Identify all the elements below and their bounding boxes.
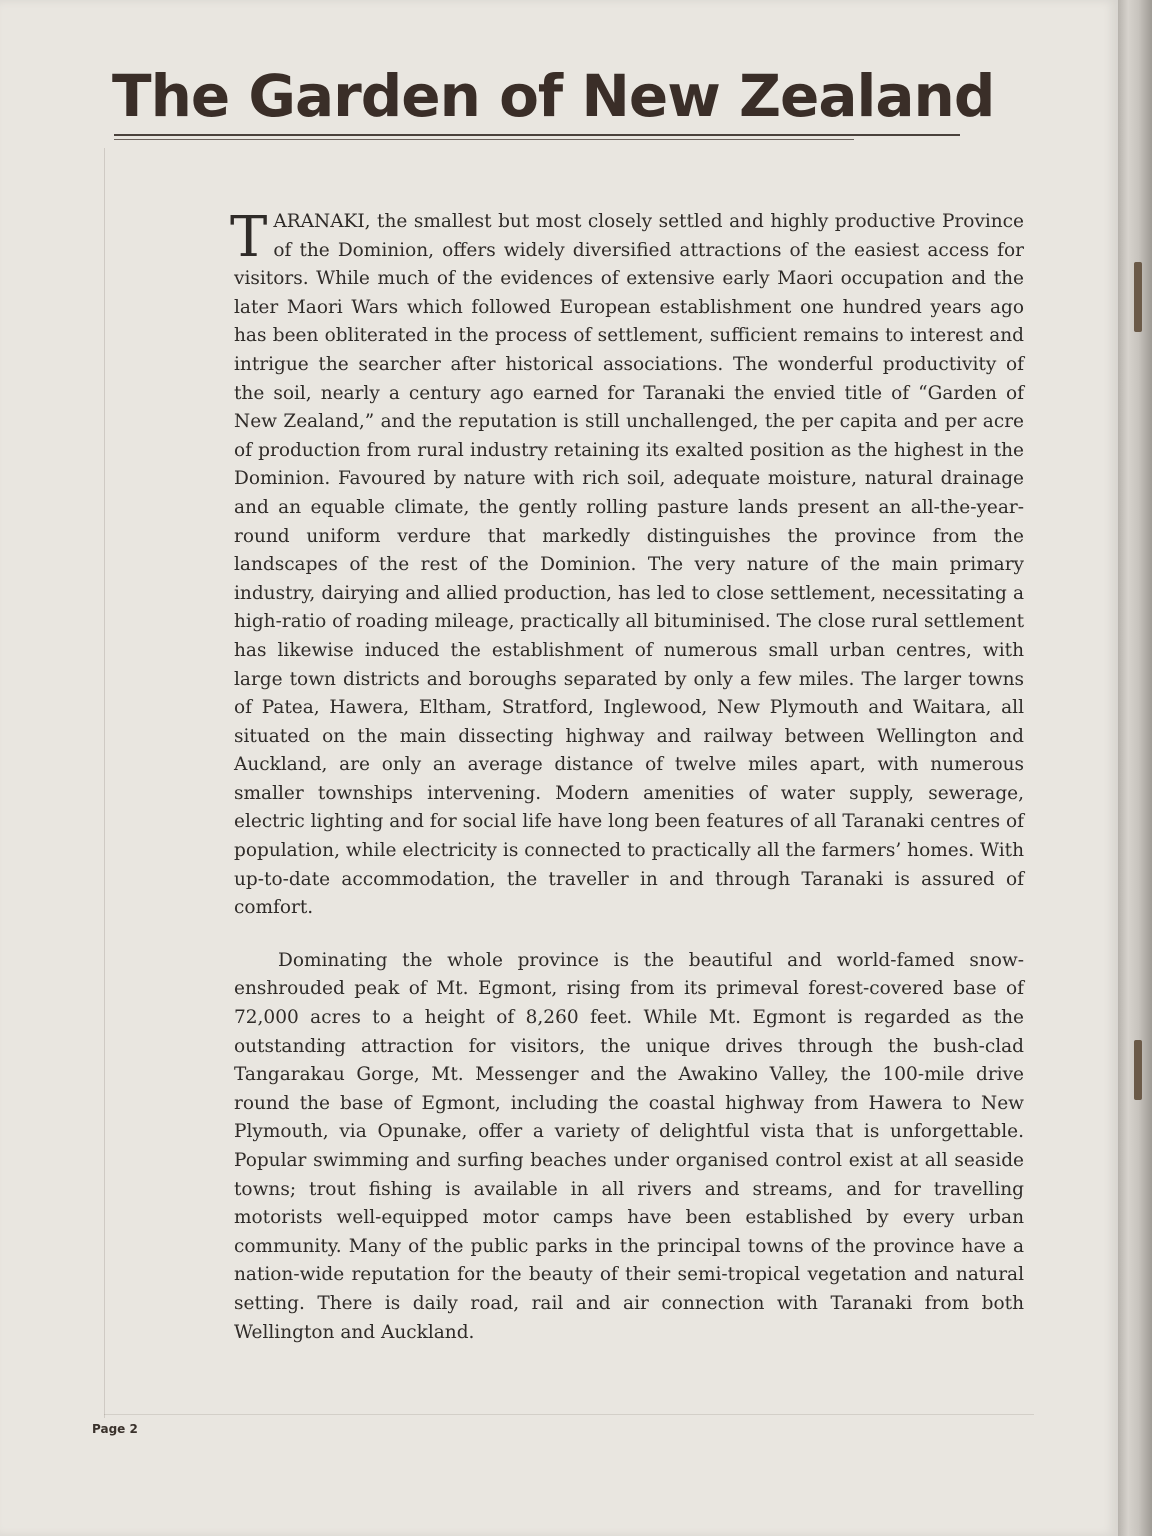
paragraph-1 <box>230 205 1024 923</box>
page-number: Page 2 <box>92 1422 138 1436</box>
frame-line-left <box>104 148 105 1418</box>
article-body <box>230 205 1024 1347</box>
title-rule-thick <box>114 134 960 136</box>
page-title: The Garden of New Zealand <box>112 62 995 130</box>
title-rule-thin <box>114 139 854 140</box>
binding-edge <box>1118 0 1152 1536</box>
paragraph-2: Dominating the whole province is the beautiful and world-famed snow-enshrouded peak of Mt. Egmont, rising from its primeval forest-covered base of 72,000 acres to a height of 8,260 feet. While Mt. Egmont is regarded as the outstanding attraction for visitors, the unique drives through the bush-clad Tangarakau Gorge, Mt. Messenger and the Awakino Valley, the 100-mile drive round the base of Egmont, including the coastal highway from Hawera to New Plymouth, via Opunake, offer a variety of delightful vista that is unforgettable. Popular swimming and surfing beaches under organised control exist at all seaside towns; trout fishing is available in all rivers and streams, and for travelling motorists well-equipped motor camps have been established by every urban community. Many of the public parks in the principal towns of the province have a nation-wide reputation for the beauty of their semi-tropical vegetation and natural setting. There is daily road, rail and air connection with Taranaki from both Wellington and Auckland. <box>234 949 1024 1343</box>
frame-line-bottom <box>104 1414 1034 1415</box>
drop-cap: T <box>230 205 268 270</box>
staple-bottom <box>1134 1040 1142 1100</box>
paragraph-1-text: ARANAKI, the smallest but most closely settled and highly productive Province of the Dominion, offers widely diversified attractions of the easiest access for visitors. While much of the evidences of extensive early Maori occupation and the later Maori Wars which followed European establishment one hundred years ago has been obliterated in the process of settlement, sufficient remains to interest and intrigue the searcher after historical associations. The wonderful productivity of the soil, nearly a century ago earned for Taranaki the envied title of “Garden of New Zealand,” and the reputation is still unchallenged, the per capita and per acre of production from rural industry retaining its exalted position as the highest in the Dominion. Favoured by nature with rich soil, adequate moisture, natural drainage and an equable climate, the gently rolling pasture lands present an all-the-year-round uniform verdure that markedly distinguishes the province from the landscapes of the rest of the Dominion. The very nature of the main primary industry, dairying and allied production, has led to close settlement, necessitating a high-ratio of roading mileage, practically all bituminised. The close rural settlement has likewise induced the establishment of numerous small urban centres, with large town districts and boroughs separated by only a few miles. The larger towns of Patea, Hawera, Eltham, Stratford, Inglewood, New Plymouth and Waitara, all situated on the main dissecting highway and railway between Wellington and Auckland, are only an average distance of twelve miles apart, with numerous smaller townships intervening. Modern amenities of water supply, sewerage, electric lighting and for social life have long been features of all Taranaki centres of population, while electricity is connected to practically all the farmers’ homes. With up-to-date accommodation, the traveller in and through Taranaki is assured of comfort. <box>234 211 1024 919</box>
staple-top <box>1134 262 1142 332</box>
